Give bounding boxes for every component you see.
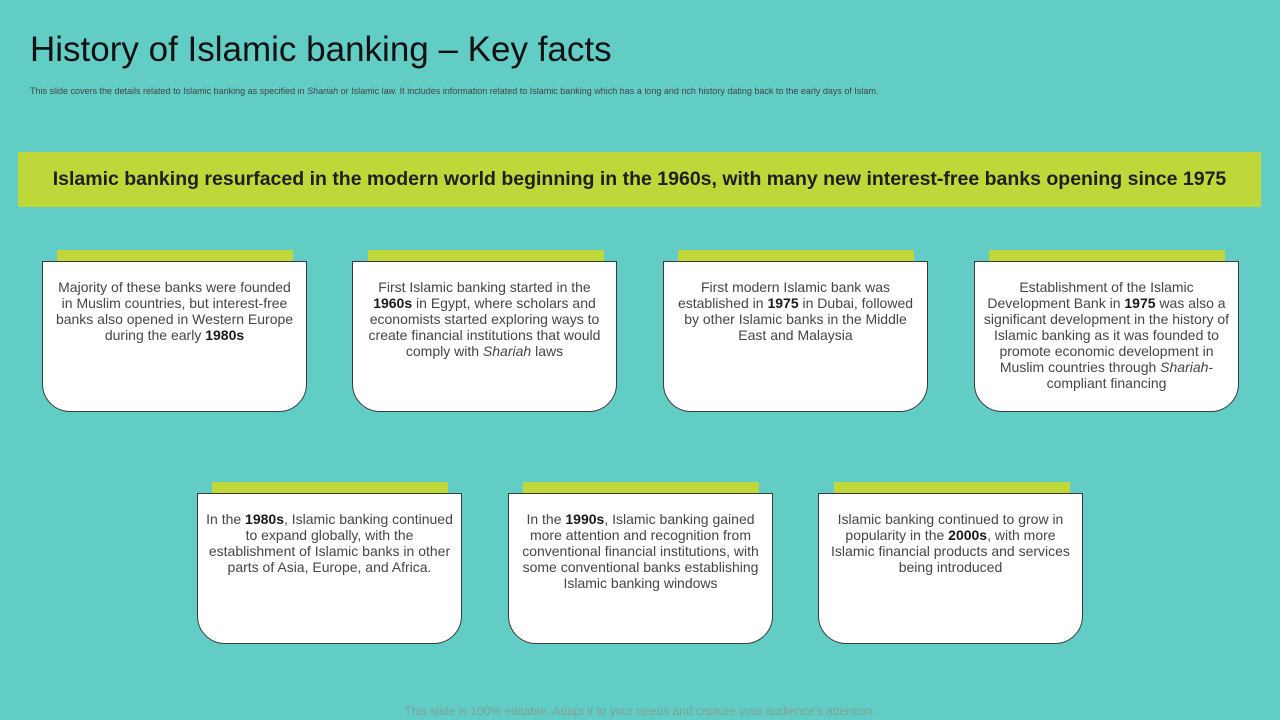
card-5-text-1: In the [206,511,246,527]
card-4-bold: 1975 [1124,295,1156,311]
slide-subtitle [30,86,1250,96]
fact-card-1 [42,261,307,412]
card-4-text-3: -compliant financing [1046,359,1214,391]
card-7-text-2: , with more Islamic financial products and services being introduced [831,527,1070,575]
card-4-text-1: Establishment of the Islamic Development Bank in [987,279,1194,311]
slide-footer-note: This slide is 100% editable. Adapt it to your needs and capture your audience's attention. [404,704,876,718]
fact-card-7 [818,493,1083,644]
card-6-text-2: , Islamic banking gained more attention and recognition from conventional financial institutions, with some conventional banks establishing Islamic banking windows [522,511,759,591]
card-6-text-1: In the [526,511,566,527]
subtitle-text-1: This slide covers the details related to Islamic banking as specified in [30,86,308,96]
slide-title: History of Islamic banking – Key facts [30,30,612,69]
fact-card-6 [508,493,773,644]
card-4-italic: Shariah [1160,359,1209,375]
card-2-text-1: First Islamic banking started in the [378,279,591,295]
card-7-text-1: Islamic banking continued to grow in popularity in the [837,511,1064,543]
card-3-text-1: First modern Islamic bank was established in [677,279,891,311]
card-5-bold: 1980s [245,511,284,527]
fact-card-3 [663,261,928,412]
highlight-banner: Islamic banking resurfaced in the modern world beginning in the 1960s, with many new interest-free banks opening since 1975 [18,152,1261,207]
fact-card-4 [974,261,1239,412]
card-3-text-2: in Dubai, followed by other Islamic banks in the Middle East and Malaysia [684,295,914,343]
card-1-bold: 1980s [205,327,245,343]
fact-card-2 [352,261,617,412]
card-5-text-2: , Islamic banking continued to expand globally, with the establishment of Islamic banks in other parts of Asia, Europe, and Africa. [208,511,453,575]
subtitle-text-2: or Islamic law. It includes information related to Islamic banking which has a long and rich history dating back to the early days of Islam. [338,86,879,96]
card-1-text: Majority of these banks were founded in Muslim countries, but interest-free banks also opened in Western Europe during the early [55,279,294,343]
card-2-italic: Shariah [482,343,532,359]
card-2-text-3: laws [531,343,564,359]
card-2-bold: 1960s [373,295,413,311]
fact-card-5 [197,493,462,644]
subtitle-italic-shariah: Shariah [307,86,339,96]
card-2-text-2: in Egypt, where scholars and economists started exploring ways to create financial institutions that would comply with [368,295,601,359]
card-7-bold: 2000s [948,527,988,543]
card-6-bold: 1990s [565,511,605,527]
card-4-text-2: was also a significant development in the history of Islamic banking as it was founded to promote economic development in Muslim countries through [983,295,1230,375]
card-3-bold: 1975 [767,295,799,311]
